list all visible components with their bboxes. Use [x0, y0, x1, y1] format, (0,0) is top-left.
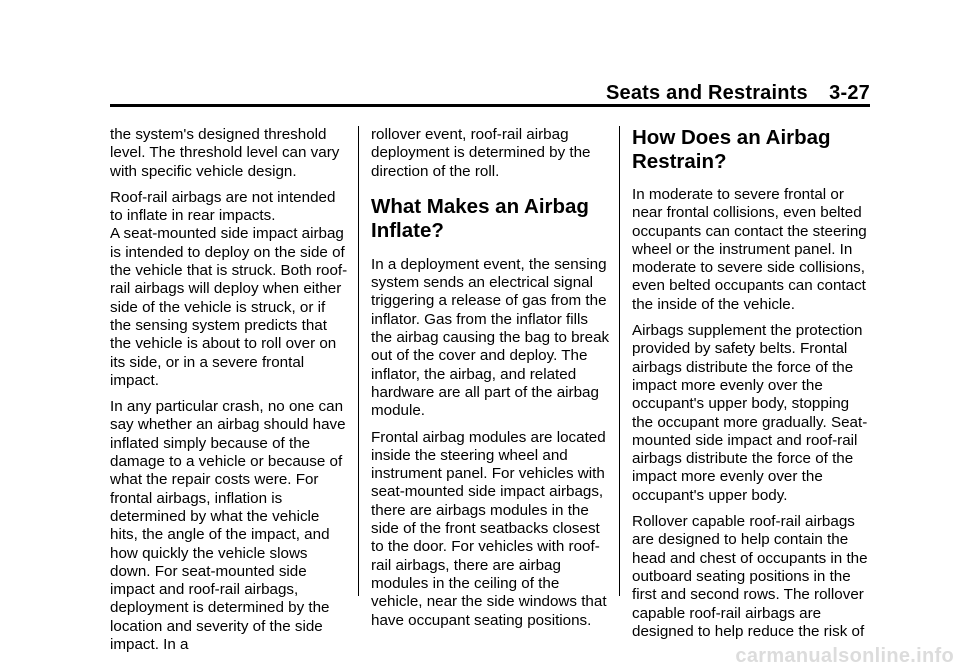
paragraph: A seat-mounted side impact airbag is intended to deploy on the side of the vehicle that is struck. Both roof-rail airbags will deploy when either side of the vehicle is struck, or if the sensing system predicts that the vehicle is about to roll over on its side, or in a severe frontal impact. — [110, 225, 348, 389]
paragraph: Roof-rail airbags are not intended to inflate in rear impacts. — [110, 188, 336, 225]
watermark: carmanualsonline.info — [735, 645, 954, 667]
paragraph: Airbags supplement the protection provided by safety belts. Frontal airbags distribute the force of the impact more evenly over the occupant's upper body, stopping the occupant more gradually. Seat-mounted side impact and roof-rail airbags distribute the force of the impact more evenly over the occupant's upper body. — [632, 322, 868, 504]
paragraph: the system's designed threshold level. The threshold level can vary with specific vehicle design. — [110, 126, 340, 180]
paragraph: Rollover capable roof-rail airbags are designed to help contain the head and chest of occupants in the outboard seating positions in the first and second rows. The rollover capable roof-rail airbags are designed to help reduce the risk of — [632, 513, 868, 640]
page-header — [606, 82, 870, 105]
header-rule — [110, 104, 870, 107]
page-number: 3-27 — [829, 82, 870, 104]
text-column-3 — [632, 126, 872, 649]
section-title: Seats and Restraints — [606, 82, 808, 104]
paragraph: In any particular crash, no one can say whether an airbag should have inflated simply because of the damage to a vehicle or because of what the repair costs were. For frontal airbags, inflation is determined by what the vehicle hits, the angle of the impact, and how quickly the vehicle slows down. For seat-mounted side impact and roof-rail airbags, deployment is determined by the location and severity of the side impact. In a — [110, 398, 346, 654]
column-divider — [358, 126, 359, 596]
section-heading: What Makes an Airbag Inflate? — [371, 194, 589, 242]
paragraph: rollover event, roof-rail airbag deployment is determined by the direction of the roll. — [371, 126, 591, 180]
paragraph: Frontal airbag modules are located inside the steering wheel and instrument panel. For vehicles with seat-mounted side impact airbags, there are airbags modules in the side of the front seatbacks closest to the door. For vehicles with roof-rail airbags, there are airbag modules in the ceiling of the vehicle, near the side windows that have occupant seating positions. — [371, 428, 607, 629]
column-divider — [619, 126, 620, 596]
section-heading: How Does an Airbag Restrain? — [632, 126, 831, 173]
paragraph: In moderate to severe frontal or near frontal collisions, even belted occupants can contact the steering wheel or the instrument panel. In moderate to severe side collisions, even belted occupants can contact the inside of the vehicle. — [632, 186, 867, 313]
text-column-1 — [110, 126, 350, 662]
text-column-2 — [371, 126, 611, 638]
paragraph: In a deployment event, the sensing system sends an electrical signal triggering a release of gas from the inflator. Gas from the inflator fills the airbag causing the bag to break out of the cover and deploy. The inflator, the airbag, and related hardware are all part of the airbag module. — [371, 255, 610, 420]
